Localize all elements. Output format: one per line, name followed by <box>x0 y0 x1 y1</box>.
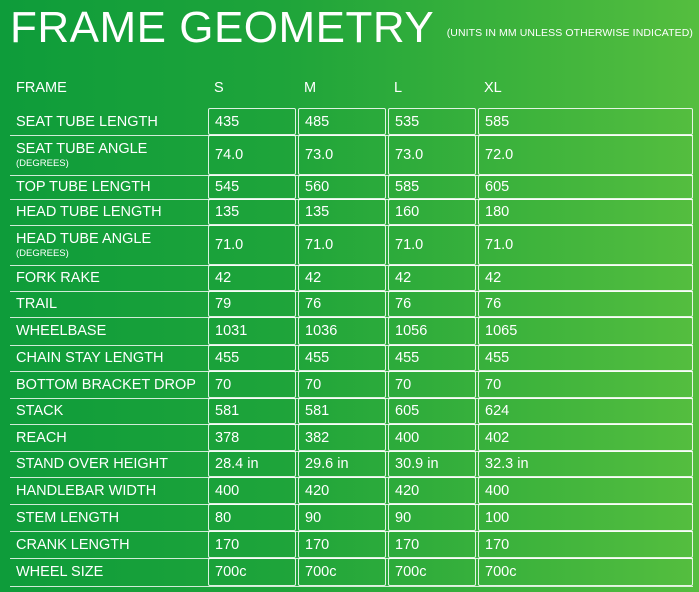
value-cell: 485 <box>298 108 386 135</box>
table-row <box>0 345 699 371</box>
value-cell: 42 <box>388 265 476 291</box>
row-label-text: SEAT TUBE LENGTH <box>16 113 158 130</box>
row-label <box>10 345 206 371</box>
table-row <box>0 558 699 586</box>
row-label-text: HEAD TUBE LENGTH <box>16 204 162 220</box>
value-cell: 32.3 in <box>478 451 693 477</box>
table-row <box>0 531 699 558</box>
table-row <box>0 398 699 424</box>
value-cell: 73.0 <box>388 135 476 175</box>
value-cell: 135 <box>298 199 386 225</box>
row-label-unit: (DEGREES) <box>16 158 69 169</box>
value-cell: 700c <box>478 558 693 586</box>
row-label-text: BOTTOM BRACKET DROP <box>16 376 196 393</box>
row-label-text: TRAIL <box>16 296 58 312</box>
row-label <box>10 265 206 291</box>
table-row <box>0 424 699 451</box>
value-cell: 400 <box>388 424 476 451</box>
value-cell: 1056 <box>388 317 476 345</box>
row-label-text: WHEEL SIZE <box>16 564 104 580</box>
value-cell: 30.9 in <box>388 451 476 477</box>
value-cell: 70 <box>478 371 693 398</box>
row-label <box>10 225 206 265</box>
value-cell: 378 <box>208 424 296 451</box>
value-cell: 70 <box>298 371 386 398</box>
value-cell: 420 <box>298 477 386 504</box>
table-row <box>0 135 699 175</box>
value-cell: 42 <box>298 265 386 291</box>
table-row <box>0 504 699 531</box>
row-label-text: CRANK LENGTH <box>16 536 130 553</box>
value-cell: 545 <box>208 175 296 199</box>
value-cell: 71.0 <box>298 225 386 265</box>
row-label <box>10 108 206 135</box>
row-label <box>10 135 206 175</box>
value-cell: 382 <box>298 424 386 451</box>
value-cell: 1031 <box>208 317 296 345</box>
row-label <box>10 371 206 398</box>
table-row <box>0 477 699 504</box>
value-cell: 135 <box>208 199 296 225</box>
value-cell: 170 <box>208 531 296 558</box>
value-cell: 605 <box>388 398 476 424</box>
value-cell: 455 <box>388 345 476 371</box>
value-cell: 71.0 <box>208 225 296 265</box>
value-cell: 700c <box>388 558 476 586</box>
table-row <box>0 317 699 345</box>
row-label <box>10 558 206 586</box>
value-cell: 42 <box>478 265 693 291</box>
value-cell: 71.0 <box>388 225 476 265</box>
value-cell: 28.4 in <box>208 451 296 477</box>
value-cell: 435 <box>208 108 296 135</box>
row-label <box>10 291 206 317</box>
row-label-text: CHAIN STAY LENGTH <box>16 350 164 366</box>
table-row <box>0 371 699 398</box>
value-cell: 90 <box>298 504 386 531</box>
table-header <box>0 72 699 104</box>
value-cell: 42 <box>208 265 296 291</box>
value-cell: 700c <box>208 558 296 586</box>
value-cell: 170 <box>298 531 386 558</box>
row-divider <box>10 586 693 587</box>
value-cell: 71.0 <box>478 225 693 265</box>
row-label <box>10 199 206 225</box>
value-cell: 455 <box>208 345 296 371</box>
value-cell: 585 <box>478 108 693 135</box>
value-cell: 80 <box>208 504 296 531</box>
value-cell: 90 <box>388 504 476 531</box>
row-label-unit: (DEGREES) <box>16 248 69 259</box>
value-cell: 1036 <box>298 317 386 345</box>
row-label <box>10 451 206 477</box>
row-label-text: HANDLEBAR WIDTH <box>16 482 157 499</box>
value-cell: 100 <box>478 504 693 531</box>
header-size: M <box>304 80 317 96</box>
value-cell: 605 <box>478 175 693 199</box>
value-cell: 585 <box>388 175 476 199</box>
row-label <box>10 531 206 558</box>
row-label-text: TOP TUBE LENGTH <box>16 179 151 195</box>
row-label-text: REACH <box>16 429 67 446</box>
value-cell: 73.0 <box>298 135 386 175</box>
value-cell: 74.0 <box>208 135 296 175</box>
value-cell: 700c <box>298 558 386 586</box>
row-label <box>10 175 206 199</box>
value-cell: 402 <box>478 424 693 451</box>
value-cell: 420 <box>388 477 476 504</box>
value-cell: 535 <box>388 108 476 135</box>
row-label <box>10 477 206 504</box>
value-cell: 76 <box>298 291 386 317</box>
table-row <box>0 199 699 225</box>
row-label-text: HEAD TUBE ANGLE <box>16 231 152 247</box>
value-cell: 455 <box>298 345 386 371</box>
value-cell: 1065 <box>478 317 693 345</box>
value-cell: 72.0 <box>478 135 693 175</box>
table-row <box>0 175 699 199</box>
value-cell: 160 <box>388 199 476 225</box>
value-cell: 581 <box>298 398 386 424</box>
header-size: L <box>394 80 403 96</box>
row-label-text: STEM LENGTH <box>16 509 120 526</box>
table-row <box>0 451 699 477</box>
row-label <box>10 504 206 531</box>
row-label-text: FORK RAKE <box>16 270 100 286</box>
value-cell: 180 <box>478 199 693 225</box>
row-label-text: STACK <box>16 403 64 419</box>
row-label <box>10 398 206 424</box>
row-label <box>10 317 206 345</box>
value-cell: 170 <box>478 531 693 558</box>
value-cell: 400 <box>478 477 693 504</box>
value-cell: 79 <box>208 291 296 317</box>
page-title: FRAME GEOMETRY <box>10 3 435 52</box>
header-size: XL <box>484 80 502 96</box>
table-row <box>0 108 699 135</box>
value-cell: 624 <box>478 398 693 424</box>
table-row <box>0 225 699 265</box>
value-cell: 560 <box>298 175 386 199</box>
row-label-text: SEAT TUBE ANGLE <box>16 141 148 157</box>
table-row <box>0 265 699 291</box>
row-label-text: WHEELBASE <box>16 323 107 339</box>
units-note: (UNITS IN MM UNLESS OTHERWISE INDICATED) <box>446 27 693 39</box>
value-cell: 76 <box>478 291 693 317</box>
value-cell: 29.6 in <box>298 451 386 477</box>
value-cell: 170 <box>388 531 476 558</box>
row-label <box>10 424 206 451</box>
value-cell: 455 <box>478 345 693 371</box>
table-row <box>0 291 699 317</box>
header-size: S <box>214 80 224 96</box>
value-cell: 581 <box>208 398 296 424</box>
row-label-text: STAND OVER HEIGHT <box>16 456 168 472</box>
value-cell: 70 <box>208 371 296 398</box>
value-cell: 76 <box>388 291 476 317</box>
header-frame: FRAME <box>16 80 67 96</box>
value-cell: 70 <box>388 371 476 398</box>
value-cell: 400 <box>208 477 296 504</box>
